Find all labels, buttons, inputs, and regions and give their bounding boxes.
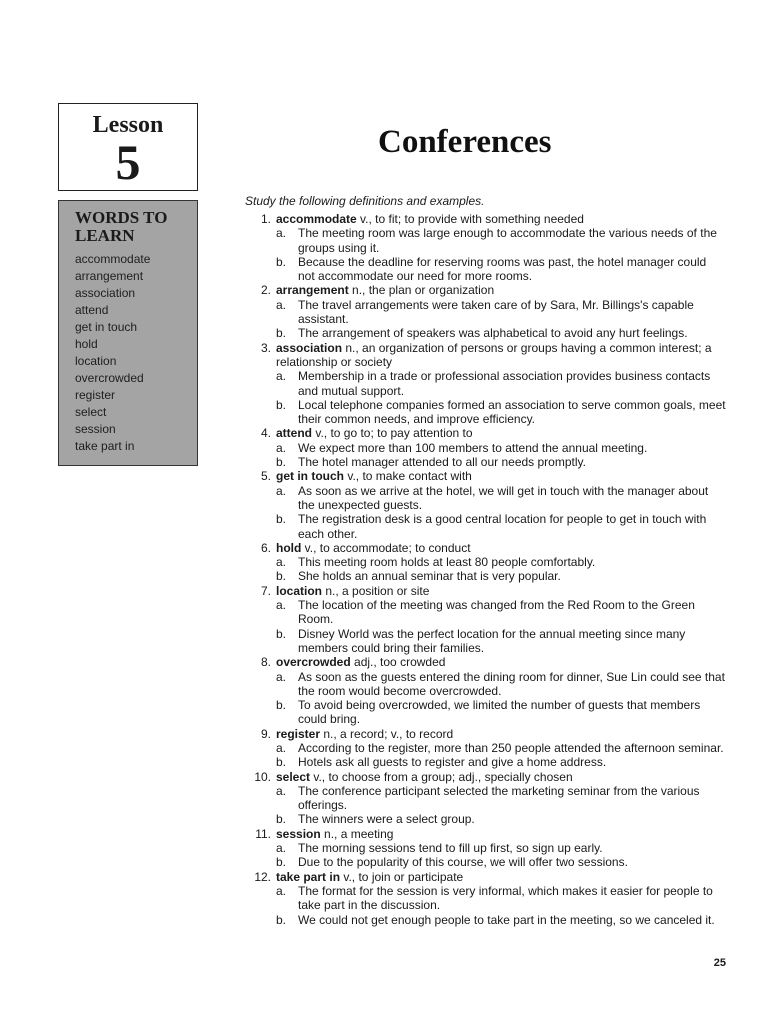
word-item: get in touch xyxy=(75,320,138,334)
vocab-term: overcrowded xyxy=(276,655,351,670)
vocab-term: get in touch xyxy=(276,469,344,484)
vocab-term: accommodate xyxy=(276,212,357,226)
example-text: The location of the meeting was changed from the Red Room to the Green Room. xyxy=(298,598,695,627)
words-list xyxy=(75,251,197,455)
vocab-term: session xyxy=(276,826,321,841)
definition: adj., too crowded xyxy=(350,655,446,670)
example-text: We expect more than 100 members to attend the annual meeting. xyxy=(298,440,648,455)
definition-entry xyxy=(241,212,726,283)
vocab-term: hold xyxy=(276,540,302,555)
example-letter: b. xyxy=(276,698,287,713)
definition-entry xyxy=(241,426,726,469)
example-letter: a. xyxy=(276,555,287,570)
lesson-number: 5 xyxy=(115,134,141,190)
example-letter: a. xyxy=(276,297,287,312)
definitions-list xyxy=(241,212,726,927)
example-letter: b. xyxy=(276,626,287,641)
word-item: overcrowded xyxy=(75,371,144,385)
example-text: Hotels ask all guests to register and give a home address. xyxy=(298,755,607,770)
definition-line xyxy=(241,770,726,784)
definition-text xyxy=(276,727,726,741)
definition: v., to accommodate; to conduct xyxy=(301,540,471,555)
definition: v., to choose from a group; adj., specially chosen xyxy=(310,769,573,784)
vocab-term: take part in xyxy=(276,869,341,884)
example-letter: b. xyxy=(276,755,287,770)
example-sentence xyxy=(241,784,726,813)
word-item: select xyxy=(75,405,107,419)
entry-number: 10. xyxy=(254,769,271,784)
example-text: The travel arrangements were taken care of by Sara, Mr. Billings's capable assistant. xyxy=(298,297,694,327)
example-letter: a. xyxy=(276,740,287,755)
entry-number: 9. xyxy=(260,726,271,741)
entry-number: 11. xyxy=(255,826,271,841)
entry-number: 6. xyxy=(260,540,271,555)
example-sentence xyxy=(241,484,726,513)
definition-line xyxy=(241,541,726,555)
example-text: Because the deadline for reserving rooms was past, the hotel manager could not accommodate our need for more rooms. xyxy=(298,254,707,284)
word-item: arrangement xyxy=(75,269,144,283)
definition-line xyxy=(241,655,726,669)
definition-entry xyxy=(241,584,726,655)
word-item: attend xyxy=(75,303,109,317)
example-text: The arrangement of speakers was alphabetical to avoid any hurt feelings. xyxy=(298,326,688,341)
word-item: location xyxy=(75,354,117,368)
definition: n., an organization of persons or groups having a common interest; a relationship or society xyxy=(276,340,712,369)
entry-number: 12. xyxy=(254,869,271,884)
example-letter: b. xyxy=(276,455,287,470)
example-sentence xyxy=(241,398,726,427)
definition: n., a position or site xyxy=(322,583,430,598)
words-to-learn-panel xyxy=(58,200,198,466)
definition-text xyxy=(276,655,726,669)
definition: n., a record; v., to record xyxy=(320,726,454,741)
definition: v., to fit; to provide with something needed xyxy=(356,212,584,226)
definition-entry xyxy=(241,283,726,340)
vocab-term: association xyxy=(276,340,343,355)
definition: n., a meeting xyxy=(320,826,394,841)
example-sentence xyxy=(241,369,726,398)
entry-number: 5. xyxy=(260,469,271,484)
example-letter: b. xyxy=(276,855,287,870)
instructions: Study the following definitions and examples. xyxy=(245,194,485,208)
example-text: This meeting room holds at least 80 people comfortably. xyxy=(298,555,596,570)
example-letter: b. xyxy=(276,512,287,527)
example-text: The format for the session is very informal, which makes it easier for people to take part in the discussion. xyxy=(298,883,713,913)
example-sentence xyxy=(241,512,726,541)
example-sentence xyxy=(241,555,726,569)
example-sentence xyxy=(241,226,726,255)
example-letter: a. xyxy=(276,883,287,898)
example-letter: a. xyxy=(276,483,287,498)
example-sentence xyxy=(241,569,726,583)
example-text: The morning sessions tend to fill up first, so sign up early. xyxy=(298,841,603,856)
example-sentence xyxy=(241,913,726,927)
example-sentence xyxy=(241,441,726,455)
example-letter: a. xyxy=(276,598,287,613)
example-letter: a. xyxy=(276,841,287,856)
definition-line xyxy=(241,827,726,841)
definition-entry xyxy=(241,341,726,427)
entry-number: 2. xyxy=(260,283,271,298)
definition-line xyxy=(241,341,726,370)
example-letter: b. xyxy=(276,326,287,341)
entry-number: 7. xyxy=(260,583,271,598)
example-sentence xyxy=(241,855,726,869)
definition-text xyxy=(276,341,726,370)
definition-entry xyxy=(241,770,726,827)
definition-line xyxy=(241,283,726,297)
definition-entry xyxy=(241,870,726,927)
example-text: As soon as we arrive at the hotel, we will get in touch with the manager about the unexpected guests. xyxy=(298,483,709,512)
example-text: She holds an annual seminar that is very popular. xyxy=(298,569,561,584)
definition: v., to make contact with xyxy=(344,469,472,484)
lesson-label: Lesson xyxy=(92,112,164,138)
definition-line xyxy=(241,426,726,440)
word-item: take part in xyxy=(75,439,135,453)
lesson-badge xyxy=(58,103,198,191)
example-text: Due to the popularity of this course, we will offer two sessions. xyxy=(298,855,628,870)
definition-entry xyxy=(241,469,726,540)
definition-text xyxy=(276,212,726,226)
definition-text xyxy=(276,827,726,841)
example-sentence xyxy=(241,298,726,327)
word-item: session xyxy=(75,422,116,436)
example-sentence xyxy=(241,455,726,469)
example-text: The hotel manager attended to all our needs promptly. xyxy=(298,455,586,470)
example-text: The conference participant selected the marketing seminar from the various offerings. xyxy=(298,783,700,813)
definition-line xyxy=(241,584,726,598)
definition-text xyxy=(276,584,726,598)
entry-number: 4. xyxy=(260,426,271,441)
definition-text xyxy=(276,770,726,784)
definition-text xyxy=(276,541,726,555)
vocab-term: location xyxy=(276,583,323,598)
example-letter: b. xyxy=(276,569,287,584)
example-sentence xyxy=(241,741,726,755)
definition: v., to join or participate xyxy=(340,869,464,884)
word-item: accommodate xyxy=(75,252,151,266)
example-letter: b. xyxy=(276,812,287,827)
example-sentence xyxy=(241,326,726,340)
example-text: To avoid being overcrowded, we limited the number of guests that members could bring. xyxy=(298,698,701,727)
example-text: Local telephone companies formed an association to serve common goals, meet their common needs, and improve efficiency. xyxy=(298,397,726,427)
example-text: As soon as the guests entered the dining room for dinner, Sue Lin could see that the room would become overcrowded. xyxy=(298,669,725,698)
entry-number: 3. xyxy=(260,340,271,355)
definition-line xyxy=(241,212,726,226)
example-sentence xyxy=(241,812,726,826)
example-sentence xyxy=(241,841,726,855)
word-item: hold xyxy=(75,337,98,351)
page-title: Conferences xyxy=(378,124,552,160)
entry-number: 1. xyxy=(260,212,271,226)
example-letter: b. xyxy=(276,912,287,927)
example-text: Disney World was the perfect location for the annual meeting since many members could bring their families. xyxy=(298,626,686,655)
example-letter: b. xyxy=(276,397,287,412)
example-sentence xyxy=(241,698,726,727)
example-text: The registration desk is a good central location for people to get in touch with each other. xyxy=(298,512,707,541)
example-sentence xyxy=(241,598,726,627)
example-letter: a. xyxy=(276,440,287,455)
example-text: The meeting room was large enough to accommodate the various needs of the groups using it. xyxy=(298,226,717,255)
example-letter: a. xyxy=(276,669,287,684)
example-sentence xyxy=(241,627,726,656)
definition-entry xyxy=(241,727,726,770)
definition-text xyxy=(276,283,726,297)
example-text: Membership in a trade or professional association provides business contacts and mutual support. xyxy=(298,369,711,398)
vocab-term: register xyxy=(276,726,321,741)
example-sentence xyxy=(241,255,726,284)
example-letter: a. xyxy=(276,783,287,798)
definition-entry xyxy=(241,655,726,726)
example-sentence xyxy=(241,755,726,769)
vocab-term: arrangement xyxy=(276,283,349,298)
example-letter: a. xyxy=(276,369,287,384)
example-text: We could not get enough people to take part in the meeting, so we canceled it. xyxy=(298,912,715,927)
example-letter: a. xyxy=(276,226,287,241)
definition-text xyxy=(276,469,726,483)
definition: n., the plan or organization xyxy=(348,283,495,298)
definition: v., to go to; to pay attention to xyxy=(312,426,473,441)
vocab-term: select xyxy=(276,769,311,784)
word-item: association xyxy=(75,286,136,300)
definition-text xyxy=(276,426,726,440)
words-to-learn-heading: WORDS TO LEARN xyxy=(75,208,168,245)
example-sentence xyxy=(241,670,726,699)
example-text: According to the register, more than 250 people attended the afternoon seminar. xyxy=(298,740,724,755)
definition-line xyxy=(241,469,726,483)
entry-number: 8. xyxy=(260,655,271,670)
definition-line xyxy=(241,870,726,884)
word-item: register xyxy=(75,388,116,402)
vocab-term: attend xyxy=(276,426,312,441)
example-letter: b. xyxy=(276,254,287,269)
definition-text xyxy=(276,870,726,884)
page-number: 25 xyxy=(713,957,726,969)
example-text: The winners were a select group. xyxy=(298,812,475,827)
definition-entry xyxy=(241,541,726,584)
definition-entry xyxy=(241,827,726,870)
example-sentence xyxy=(241,884,726,913)
definition-line xyxy=(241,727,726,741)
